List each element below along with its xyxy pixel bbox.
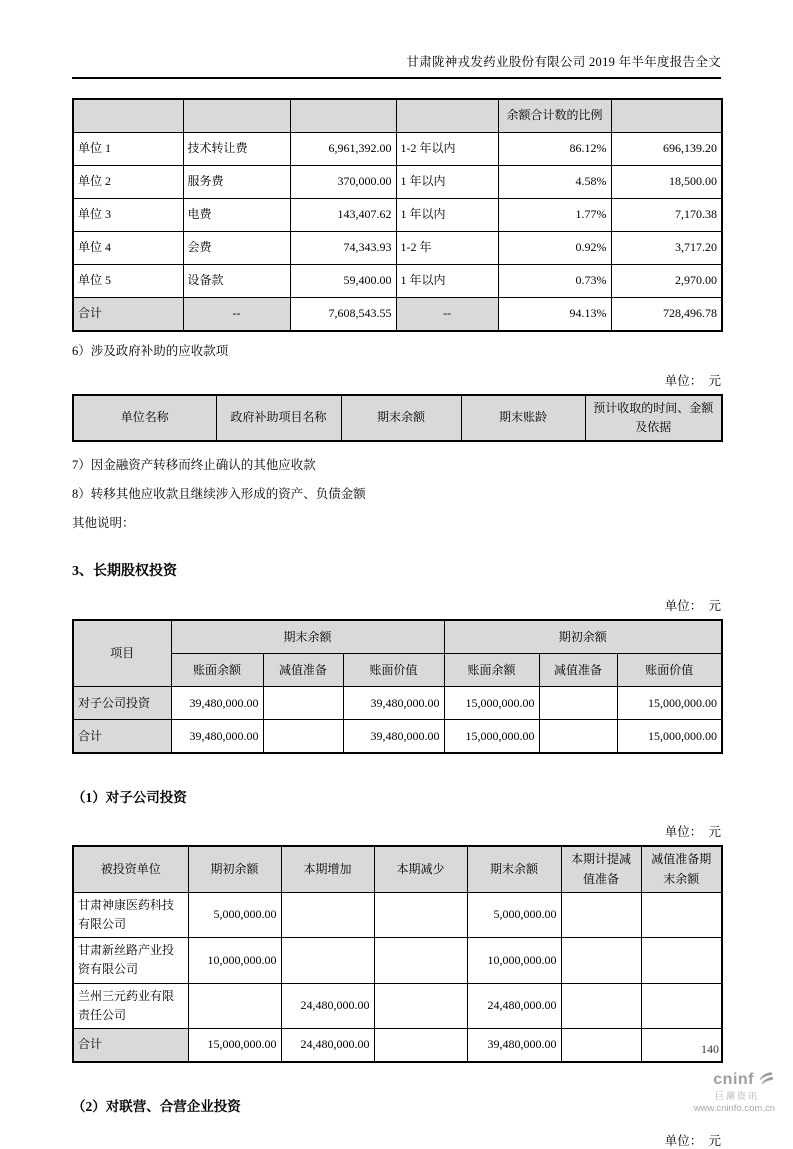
table-header-cell: 本期减少 [374,846,467,892]
table-row [73,720,722,754]
aging-header-cell-empty [290,99,396,133]
unit-label: 单位： 元 [664,1133,721,1148]
section-heading-3: 3、长期股权投资 [72,564,177,580]
table-cell: 24,480,000.00 [467,983,561,1028]
page-number: 140 [701,1042,719,1056]
section-item-7: 7）因金融资产转移而终止确认的其他应收款 [72,458,316,473]
table-cell [281,892,374,937]
table-cell: -- [183,298,290,332]
table-cell: 1-2 年 [396,232,498,265]
section-heading-3-2: （2）对联营、合营企业投资 [72,1098,241,1114]
table-cell: 单位 1 [73,133,183,166]
table-row [73,983,722,1028]
table-cell: 15,000,000.00 [188,1028,281,1062]
table-cell: 单位 5 [73,265,183,298]
table-cell [374,938,467,983]
table-header-cell: 期初余额 [188,846,281,892]
table-cell: -- [396,298,498,332]
table-header-cell: 减值准备期末余额 [641,846,722,892]
table-cell: 服务费 [183,166,290,199]
table-header-cell: 被投资单位 [73,846,188,892]
aging-header-cell-empty [183,99,290,133]
aging-header-cell-empty [611,99,722,133]
table-cell: 143,407.62 [290,199,396,232]
table-header-cell: 本期增加 [281,846,374,892]
table-cell [561,938,641,983]
table-cell: 39,480,000.00 [343,720,444,754]
table-cell: 18,500.00 [611,166,722,199]
table-row [73,938,722,983]
table-cell: 696,139.20 [611,133,722,166]
other-note: 其他说明： [72,515,135,530]
subsidy-table-header-row [73,395,722,441]
cninfo-url-text: www.cninfo.com.cn [693,1103,775,1114]
table-cell: 对子公司投资 [73,687,171,720]
table-cell: 39,480,000.00 [171,720,263,754]
table-cell: 3,717.20 [611,232,722,265]
table-header-cell: 账面价值 [343,654,444,687]
table-cell [263,720,343,754]
table-cell [374,983,467,1028]
table-cell: 合计 [73,1028,188,1062]
table-cell: 39,480,000.00 [171,687,263,720]
table-row [73,1028,722,1062]
table-cell: 7,170.38 [611,199,722,232]
table-cell [539,687,617,720]
table-header-cell: 期末余额 [341,395,461,441]
aging-header-cell-empty [396,99,498,133]
cninfo-logo [694,1071,775,1114]
table-cell: 2,970.00 [611,265,722,298]
table-cell: 合计 [73,298,183,332]
table-header-cell: 政府补助项目名称 [216,395,341,441]
table-header-cell: 预计收取的时间、金额及依据 [585,395,722,441]
table-cell [263,687,343,720]
table-cell: 5,000,000.00 [467,892,561,937]
table-cell: 6,961,392.00 [290,133,396,166]
table-cell: 单位 2 [73,166,183,199]
table-cell [561,892,641,937]
table-cell: 15,000,000.00 [444,687,539,720]
table-row [73,232,722,265]
table-cell: 7,608,543.55 [290,298,396,332]
equity-header-ending: 期末余额 [171,620,444,654]
cninfo-logo-text: cninf [713,1070,754,1088]
table-cell: 15,000,000.00 [617,720,722,754]
table-row [73,298,722,332]
equity-table-subheader-row [73,654,722,687]
table-row [73,687,722,720]
unit-label: 单位： 元 [664,825,721,840]
table-header-cell: 单位名称 [73,395,216,441]
table-cell: 15,000,000.00 [444,720,539,754]
equity-summary-table [72,619,723,754]
table-cell [561,983,641,1028]
aging-table [72,98,723,332]
table-cell: 1.77% [498,199,611,232]
document-title: 甘肃陇神戎发药业股份有限公司 2019 年半年度报告全文 [406,55,721,69]
table-cell: 0.92% [498,232,611,265]
equity-table-group-row [73,620,722,654]
table-cell: 24,480,000.00 [281,1028,374,1062]
table-cell: 94.13% [498,298,611,332]
table-cell: 合计 [73,720,171,754]
table-cell: 设备款 [183,265,290,298]
table-cell: 甘肃神康医药科技有限公司 [73,892,188,937]
table-cell: 电费 [183,199,290,232]
table-cell: 74,343.93 [290,232,396,265]
cninfo-swirl-icon [756,1071,775,1088]
table-cell [641,938,722,983]
subsidiary-table-header-row [73,846,722,892]
unit-label: 单位： 元 [664,599,721,614]
aging-table-header-row [73,99,722,133]
table-row [73,265,722,298]
equity-header-beginning: 期初余额 [444,620,722,654]
aging-header-cell-empty [73,99,183,133]
table-cell: 1 年以内 [396,199,498,232]
unit-label: 单位： 元 [664,373,721,388]
table-cell: 39,480,000.00 [467,1028,561,1062]
table-cell: 10,000,000.00 [467,938,561,983]
table-row [73,133,722,166]
table-cell: 技术转让费 [183,133,290,166]
table-cell: 5,000,000.00 [188,892,281,937]
table-cell: 甘肃新丝路产业投资有限公司 [73,938,188,983]
section-item-8: 8）转移其他应收款且继续涉入形成的资产、负债金额 [72,486,366,501]
table-header-cell: 减值准备 [539,654,617,687]
table-header-cell: 减值准备 [263,654,343,687]
table-header-cell: 账面余额 [171,654,263,687]
table-cell: 1 年以内 [396,166,498,199]
section-heading-3-1: （1）对子公司投资 [72,790,187,806]
cninfo-logo-row [694,1071,775,1088]
table-cell: 单位 4 [73,232,183,265]
table-cell [374,892,467,937]
table-cell [281,938,374,983]
table-cell: 0.73% [498,265,611,298]
subsidy-table [72,394,723,442]
table-cell: 单位 3 [73,199,183,232]
section-item-6: 6）涉及政府补助的应收款项 [72,344,229,358]
table-cell: 10,000,000.00 [188,938,281,983]
table-cell: 1 年以内 [396,265,498,298]
table-cell [561,1028,641,1062]
table-cell: 24,480,000.00 [281,983,374,1028]
equity-header-item: 项目 [73,620,171,687]
aging-header-cell-ratio: 余额合计数的比例 [498,99,611,133]
table-header-cell: 期末账龄 [461,395,585,441]
table-cell: 86.12% [498,133,611,166]
table-header-cell: 账面余额 [444,654,539,687]
table-cell: 39,480,000.00 [343,687,444,720]
table-cell: 兰州三元药业有限责任公司 [73,983,188,1028]
subsidiary-table [72,845,723,1063]
table-header-cell: 账面价值 [617,654,722,687]
table-row [73,199,722,232]
cninfo-cn-text: 巨潮资讯 [714,1091,759,1101]
table-cell [641,983,722,1028]
table-cell: 会费 [183,232,290,265]
document-header [72,0,721,79]
table-cell [641,892,722,937]
table-row [73,166,722,199]
table-cell: 728,496.78 [611,298,722,332]
table-cell [188,983,281,1028]
table-row [73,892,722,937]
table-header-cell: 本期计提减值准备 [561,846,641,892]
table-cell: 59,400.00 [290,265,396,298]
table-cell [374,1028,467,1062]
table-cell: 370,000.00 [290,166,396,199]
table-cell: 1-2 年以内 [396,133,498,166]
table-cell: 4.58% [498,166,611,199]
table-cell [539,720,617,754]
table-header-cell: 期末余额 [467,846,561,892]
table-cell: 15,000,000.00 [617,687,722,720]
